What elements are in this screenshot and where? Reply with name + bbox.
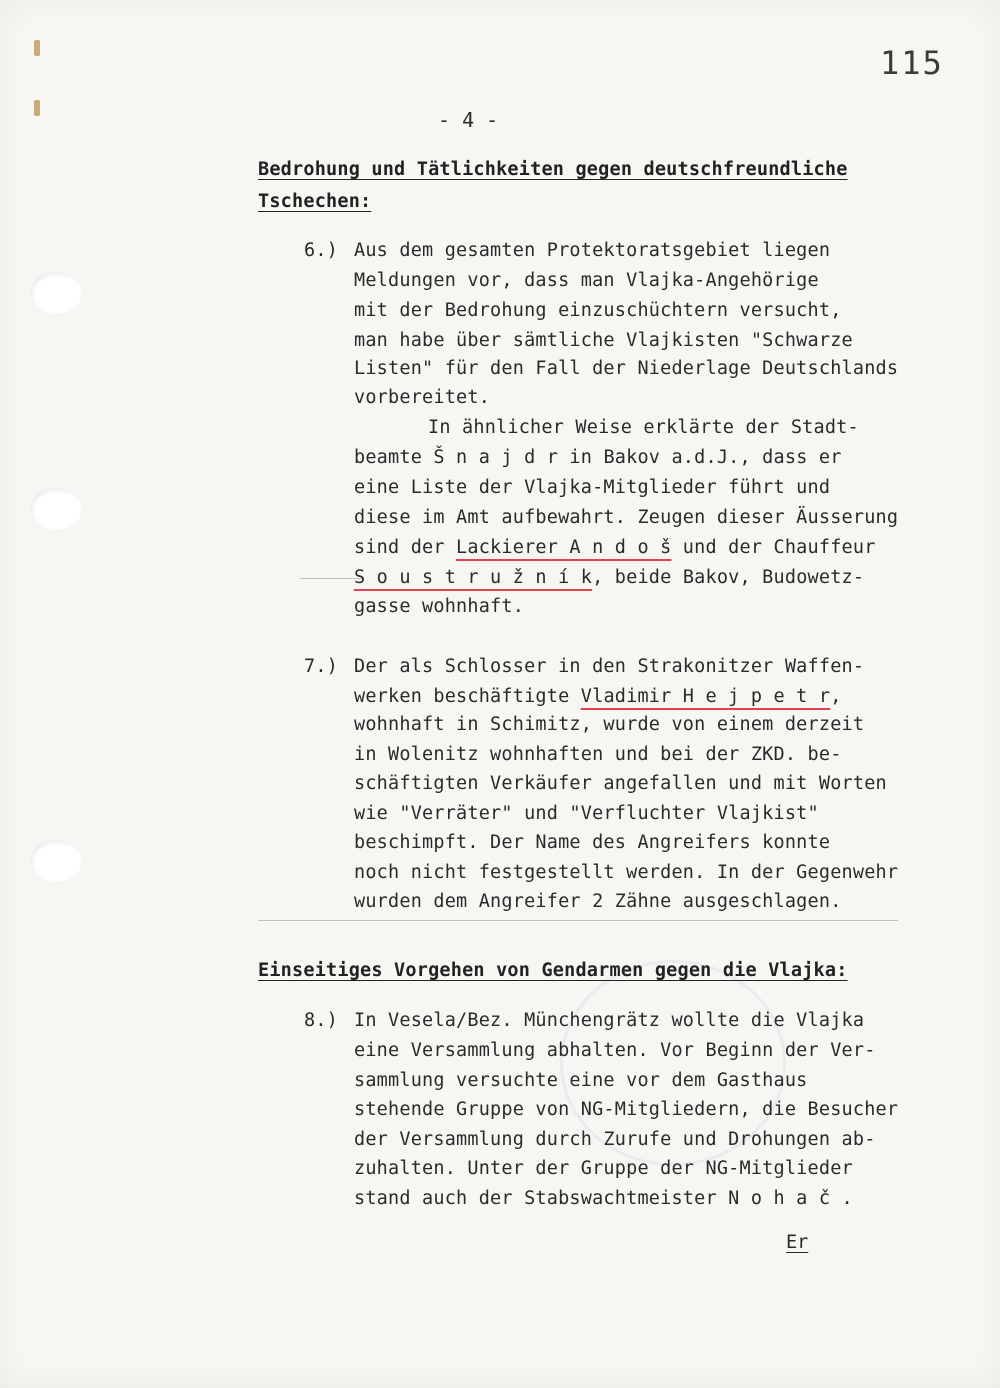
text-line: Listen" für den Fall der Niederlage Deutschlands	[354, 358, 899, 379]
text-line: noch nicht festgestellt werden. In der Gegenwehr	[354, 862, 899, 883]
text-line: mit der Bedrohung einzuschüchtern versucht,	[354, 300, 842, 321]
text-line: eine Liste der Vlajka-Mitglieder führt und	[354, 477, 831, 498]
text-line: werken beschäftigte Vladimir H e j p e t r,	[354, 686, 842, 707]
text-line: In ähnlicher Weise erklärte der Stadt-	[428, 417, 859, 438]
archive-page-number: 115	[880, 44, 944, 82]
item-number: 7.)	[304, 656, 339, 677]
text-line: wurden dem Angreifer 2 Zähne ausgeschlagen.	[354, 891, 842, 912]
red-underlined-name: Lackierer A n d o š	[456, 537, 672, 558]
staple-mark	[34, 40, 40, 56]
name-nohac: N o h a č	[728, 1188, 831, 1209]
text-line: wie "Verräter" und "Verfluchter Vlajkist"	[354, 803, 819, 824]
text-line: Aus dem gesamten Protektoratsgebiet liegen	[354, 240, 831, 261]
text-line: gasse wohnhaft.	[354, 596, 525, 617]
text-line: In Vesela/Bez. Münchengrätz wollte die Vlajka	[354, 1010, 865, 1031]
item-number: 6.)	[304, 240, 339, 261]
page-marker: - 4 -	[438, 108, 499, 132]
text-line: beamte Š n a j d r in Bakov a.d.J., dass er	[354, 447, 842, 468]
pencil-mark	[300, 578, 362, 579]
section-heading: Einseitiges Vorgehen von Gendarmen gegen die Vlajka:	[258, 960, 848, 981]
name-snajdr: Š n a j d r	[433, 447, 559, 468]
red-underlined-name: S o u s t r u ž n í k	[354, 567, 593, 588]
section-heading-cont: Tschechen:	[258, 191, 372, 212]
text-line: eine Versammlung abhalten. Vor Beginn der Ver-	[354, 1040, 876, 1061]
item-number: 8.)	[304, 1010, 339, 1031]
text-line: zuhalten. Unter der Gruppe der NG-Mitglieder	[354, 1158, 853, 1179]
text-line: Der als Schlosser in den Strakonitzer Waffen-	[354, 656, 865, 677]
text-line: in Wolenitz wohnhaften und bei der ZKD. be-	[354, 744, 842, 765]
text-line: S o u s t r u ž n í k, beide Bakov, Budowetz-	[354, 567, 865, 588]
punch-hole	[30, 488, 82, 530]
punch-hole	[30, 840, 82, 882]
staple-mark	[34, 100, 40, 116]
section-heading: Bedrohung und Tätlichkeiten gegen deutschfreundliche	[258, 159, 848, 180]
text-line: wohnhaft in Schimitz, wurde von einem derzeit	[354, 714, 865, 735]
text-line: sind der Lackierer A n d o š und der Chauffeur	[354, 537, 876, 558]
text-line: diese im Amt aufbewahrt. Zeugen dieser Äusserung	[354, 507, 899, 528]
red-underlined-name: Vladimir H e j p e t r	[580, 686, 831, 707]
text-line: schäftigten Verkäufer angefallen und mit Worten	[354, 773, 887, 794]
pencil-mark	[258, 920, 898, 921]
text-line: sammlung versuchte eine vor dem Gasthaus	[354, 1070, 808, 1091]
punch-hole	[30, 272, 82, 314]
text-line: Meldungen vor, dass man Vlajka-Angehörige	[354, 270, 819, 291]
text-line: beschimpft. Der Name des Angreifers konnte	[354, 832, 831, 853]
text-line: stand auch der Stabswachtmeister N o h a č .	[354, 1188, 853, 1209]
text-line: man habe über sämtliche Vlajkisten "Schwarze	[354, 330, 853, 351]
continuation-marker: Er	[786, 1232, 809, 1253]
text-line: stehende Gruppe von NG-Mitgliedern, die Besucher	[354, 1099, 899, 1120]
text-line: der Versammlung durch Zurufe und Drohungen ab-	[354, 1129, 876, 1150]
text-line: vorbereitet.	[354, 387, 491, 408]
